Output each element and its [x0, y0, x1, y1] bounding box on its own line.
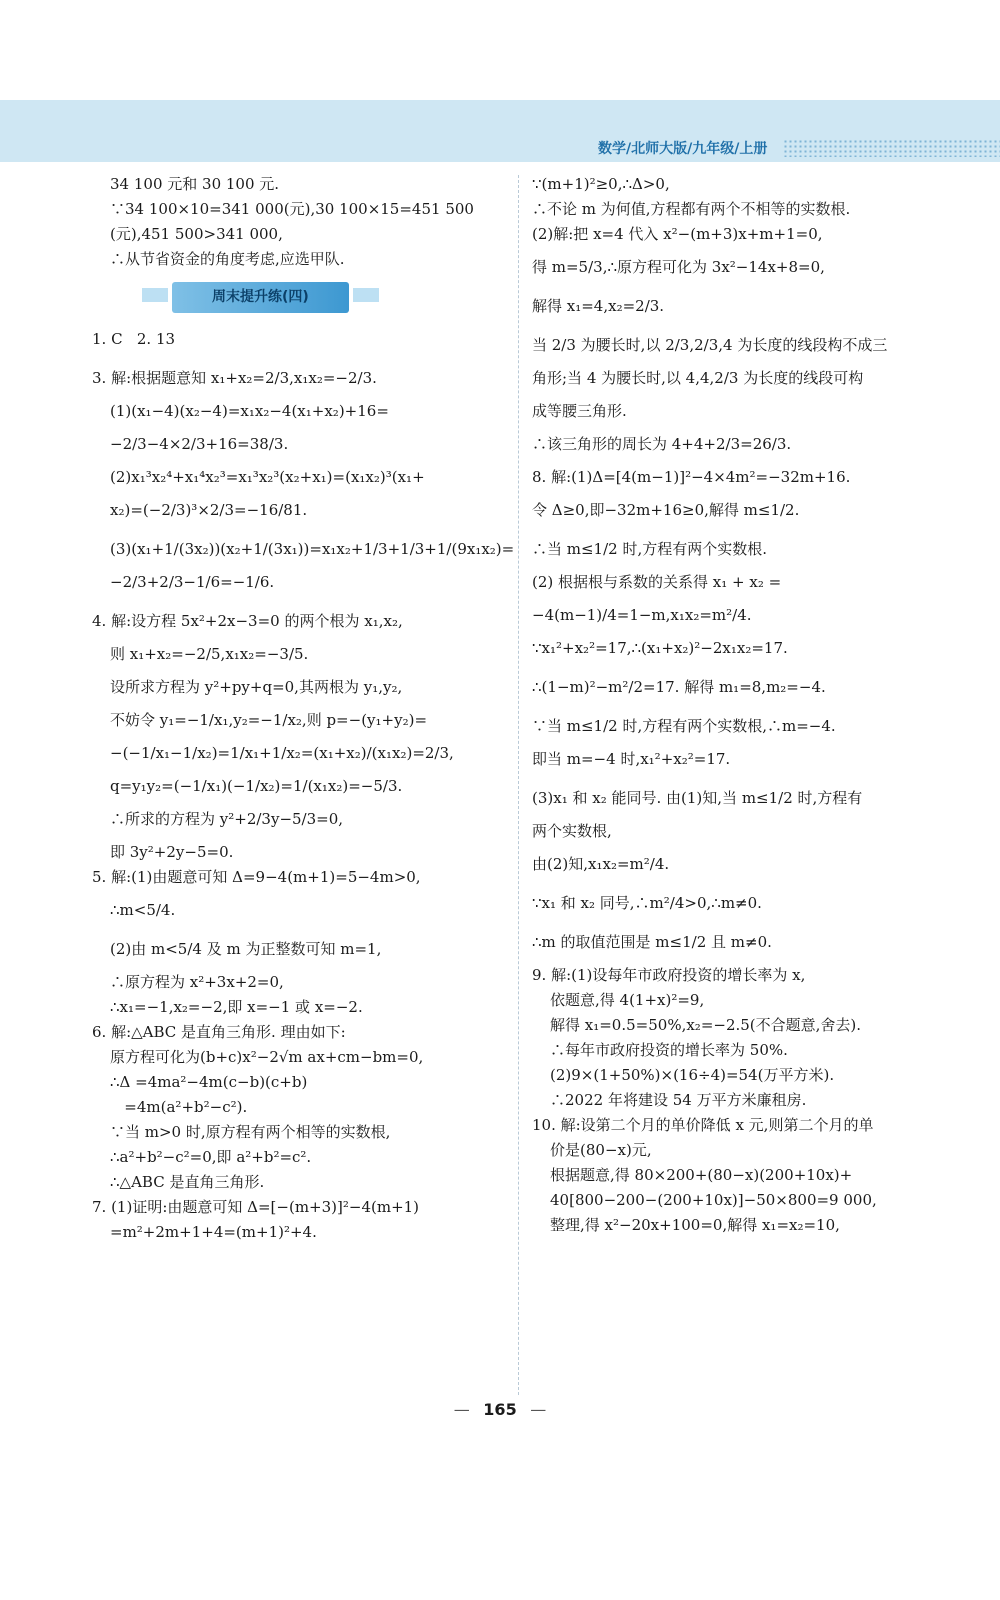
answer-line: ∴2022 年将建设 54 万平方米廉租房.	[550, 1091, 807, 1109]
answer-line: 10. 解:设第二个月的单价降低 x 元,则第二个月的单	[532, 1116, 874, 1134]
answer-line: −(−1/x₁−1/x₂)=1/x₁+1/x₂=(x₁+x₂)/(x₁x₂)=2/3,	[110, 744, 454, 762]
answer-line: 由(2)知,x₁x₂=m²/4.	[532, 855, 670, 873]
answer-line: 解得 x₁=0.5=50%,x₂=−2.5(不合题意,舍去).	[550, 1016, 862, 1034]
answer-line: 8. 解:(1)Δ=[4(m−1)]²−4×4m²=−32m+16.	[532, 468, 851, 486]
answer-line: 设所求方程为 y²+py+q=0,其两根为 y₁,y₂,	[110, 678, 403, 696]
answer-line: 即 3y²+2y−5=0.	[110, 843, 234, 861]
answer-line: 7. (1)证明:由题意可知 Δ=[−(m+3)]²−4(m+1)	[92, 1198, 420, 1216]
answer-line: 原方程可化为(b+c)x²−2√m ax+cm−bm=0,	[110, 1048, 424, 1066]
answer-line: (3)(x₁+1/(3x₂))(x₂+1/(3x₁))=x₁x₂+1/3+1/3+1/(9x₁x₂)=	[110, 540, 515, 558]
answer-line: 成等腰三角形.	[532, 402, 627, 420]
answer-line: (2)x₁³x₂⁴+x₁⁴x₂³=x₁³x₂³(x₂+x₁)=(x₁x₂)³(x₁+	[110, 468, 425, 486]
answer-line: −4(m−1)/4=1−m,x₁x₂=m²/4.	[532, 606, 752, 624]
answer-line: 依题意,得 4(1+x)²=9,	[550, 991, 705, 1009]
answer-line: ∴m 的取值范围是 m≤1/2 且 m≠0.	[532, 933, 772, 951]
answer-line: 1. C 2. 13	[92, 330, 176, 348]
answer-line: 解得 x₁=4,x₂=2/3.	[532, 297, 665, 315]
answer-line: (3)x₁ 和 x₂ 能同号. 由(1)知,当 m≤1/2 时,方程有	[532, 789, 863, 807]
answer-line: ∴每年市政府投资的增长率为 50%.	[550, 1041, 788, 1059]
answer-line: ∵x₁ 和 x₂ 同号,∴m²/4>0,∴m≠0.	[532, 894, 762, 912]
answer-line: 则 x₁+x₂=−2/5,x₁x₂=−3/5.	[110, 645, 309, 663]
dot-pattern-decoration	[783, 139, 1000, 157]
answer-line: 得 m=5/3,∴原方程可化为 3x²−14x+8=0,	[532, 258, 825, 276]
answer-line: ∴m<5/4.	[110, 901, 176, 919]
answer-line: ∴原方程为 x²+3x+2=0,	[110, 973, 284, 991]
answer-line: x₂)=(−2/3)³×2/3=−16/81.	[110, 501, 308, 519]
section-title: 周末提升练(四)	[172, 282, 349, 313]
answer-line: 3. 解:根据题意知 x₁+x₂=2/3,x₁x₂=−2/3.	[92, 369, 377, 387]
answer-line: (元),451 500>341 000,	[110, 225, 283, 243]
answer-line: 5. 解:(1)由题意可知 Δ=9−4(m+1)=5−4m>0,	[92, 868, 421, 886]
left-column	[92, 172, 515, 1245]
answer-line: 4. 解:设方程 5x²+2x−3=0 的两个根为 x₁,x₂,	[92, 612, 403, 630]
answer-line: 不妨令 y₁=−1/x₁,y₂=−1/x₂,则 p=−(y₁+y₂)=	[110, 711, 428, 729]
answer-line: ∵(m+1)²≥0,∴Δ>0,	[532, 175, 670, 193]
answer-line: q=y₁y₂=(−1/x₁)(−1/x₂)=1/(x₁x₂)=−5/3.	[110, 777, 403, 795]
answer-line: =4m(a²+b²−c²).	[110, 1098, 248, 1116]
answer-line: 价是(80−x)元,	[550, 1141, 652, 1159]
answer-line: ∴该三角形的周长为 4+4+2/3=26/3.	[532, 435, 792, 453]
answer-line: 根据题意,得 80×200+(80−x)(200+10x)+	[550, 1166, 853, 1184]
answer-line: ∵34 100×10=341 000(元),30 100×15=451 500	[110, 200, 474, 218]
answer-line: 当 2/3 为腰长时,以 2/3,2/3,4 为长度的线段构不成三	[532, 336, 888, 354]
answer-line: 整理,得 x²−20x+100=0,解得 x₁=x₂=10,	[550, 1216, 840, 1234]
answer-line: 两个实数根,	[532, 822, 612, 840]
answer-line: =m²+2m+1+4=(m+1)²+4.	[110, 1223, 317, 1241]
answer-line: 即当 m=−4 时,x₁²+x₂²=17.	[532, 750, 731, 768]
answer-line: ∴(1−m)²−m²/2=17. 解得 m₁=8,m₂=−4.	[532, 678, 826, 696]
footer-dash-right: —	[530, 1400, 547, 1419]
answer-line: ∴从节省资金的角度考虑,应选甲队.	[110, 250, 345, 268]
answer-line: ∵x₁²+x₂²=17,∴(x₁+x₂)²−2x₁x₂=17.	[532, 639, 788, 657]
answer-line: 9. 解:(1)设每年市政府投资的增长率为 x,	[532, 966, 806, 984]
answer-line: (2)由 m<5/4 及 m 为正整数可知 m=1,	[110, 940, 382, 958]
answer-line: −2/3+2/3−1/6=−1/6.	[110, 573, 275, 591]
column-divider	[518, 175, 519, 1395]
right-column	[532, 172, 928, 1238]
answer-line: (2)解:把 x=4 代入 x²−(m+3)x+m+1=0,	[532, 225, 823, 243]
subject-tag-bar	[580, 134, 1000, 162]
answer-line: ∵当 m≤1/2 时,方程有两个实数根,∴m=−4.	[532, 717, 836, 735]
page-footer	[0, 1400, 1000, 1419]
answer-line: 40[800−200−(200+10x)]−50×800=9 000,	[550, 1191, 877, 1209]
page-number: 165	[483, 1400, 517, 1419]
answer-line: 角形;当 4 为腰长时,以 4,4,2/3 为长度的线段可构	[532, 369, 864, 387]
answer-line: (2)9×(1+50%)×(16÷4)=54(万平方米).	[550, 1066, 835, 1084]
answer-line: ∴a²+b²−c²=0,即 a²+b²=c².	[110, 1148, 312, 1166]
answer-line: −2/3−4×2/3+16=38/3.	[110, 435, 289, 453]
answer-line: 令 Δ≥0,即−32m+16≥0,解得 m≤1/2.	[532, 501, 800, 519]
answer-line: 6. 解:△ABC 是直角三角形. 理由如下:	[92, 1023, 346, 1041]
answer-line: ∴x₁=−1,x₂=−2,即 x=−1 或 x=−2.	[110, 998, 363, 1016]
answer-line: 34 100 元和 30 100 元.	[110, 175, 280, 193]
answer-line: ∴所求的方程为 y²+2/3y−5/3=0,	[110, 810, 344, 828]
answer-line: (2) 根据根与系数的关系得 x₁ + x₂ =	[532, 573, 782, 591]
footer-dash-left: —	[453, 1400, 470, 1419]
answer-line: ∴△ABC 是直角三角形.	[110, 1173, 265, 1191]
answer-line: ∴不论 m 为何值,方程都有两个不相等的实数根.	[532, 200, 851, 218]
answer-line: (1)(x₁−4)(x₂−4)=x₁x₂−4(x₁+x₂)+16=	[110, 402, 389, 420]
answer-line: ∴当 m≤1/2 时,方程有两个实数根.	[532, 540, 768, 558]
subject-tag: 数学/北师大版/九年级/上册	[598, 141, 768, 157]
answer-line: ∴Δ =4ma²−4m(c−b)(c+b)	[110, 1073, 308, 1091]
section-banner	[172, 282, 500, 313]
answer-line: ∵当 m>0 时,原方程有两个相等的实数根,	[110, 1123, 391, 1141]
